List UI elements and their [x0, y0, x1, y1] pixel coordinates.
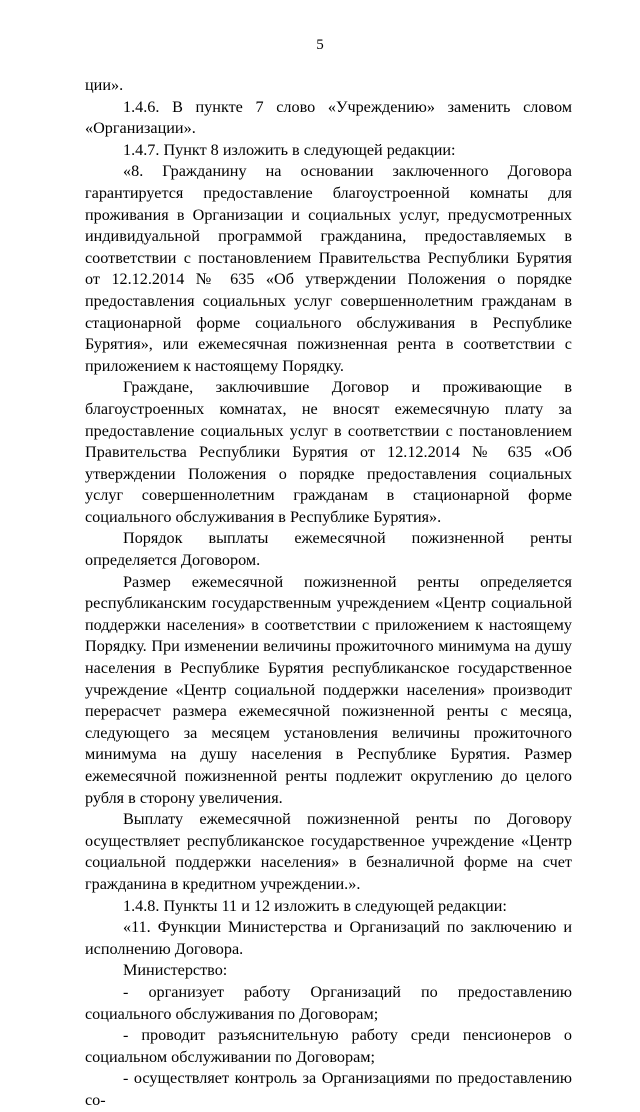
paragraph: - осуществляет контроль за Организациями по предоставлению со-	[85, 1069, 572, 1109]
paragraph: Порядок выплаты ежемесячной пожизненной ренты определяется Договором.	[85, 529, 572, 570]
paragraph: 1.4.8. Пункты 11 и 12 изложить в следующей редакции:	[123, 896, 507, 915]
paragraph: Размер ежемесячной пожизненной ренты определяется республиканским государственным учреждением «Центр социальной поддержки населения» в соответствии с приложением к настоящему Порядку. При изменении величины прожиточного минимума на душу населения в Республике Бурятия республиканское государственное учреждение «Центр социальной поддержки населения» производит перерасчет размера ежемесячной пожизненной ренты с месяца, следующего за месяцем установления величины прожиточного минимума на душу населения в Республике Бурятия. Размер ежемесячной пожизненной ренты подлежит округлению до целого рубля в сторону увеличения.	[85, 572, 572, 807]
paragraph: - организует работу Организаций по предоставлению социального обслуживания по Договорам;	[85, 982, 572, 1023]
paragraph: - проводит разъяснительную работу среди пенсионеров о социальном обслуживании по Договорам;	[85, 1026, 572, 1066]
paragraph: Граждане, заключившие Договор и проживающие в благоустроенных комнатах, не вносят ежемесячную плату за предоставление социальных услуг в соответствии с постановлением Правительства Республики Бурятия от 12.12.2014 № 635 «Об утверждении Положения о порядке предоставления социальных услуг совершеннолетним гражданам в стационарной форме социального обслуживания в Республике Бурятия».	[85, 378, 572, 526]
paragraph: Выплату ежемесячной пожизненной ренты по Договору осуществляет республиканское государственное учреждение «Центр социальной поддержки населения» в безналичной форме на счет гражданина в кредитном учреждении.».	[85, 810, 572, 893]
page-number: 5	[316, 37, 324, 53]
paragraph: 1.4.7. Пункт 8 изложить в следующей редакции:	[123, 140, 456, 159]
paragraph: «8. Гражданину на основании заключенного Договора гарантируется предоставление благоустроенной комнаты для проживания в Организации и социальных услуг, предусмотренных индивидуальной программой гражданина, предоставляемых в соответствии с постановлением Правительства Республики Бурятия от 12.12.2014 № 635 «Об утверждении Положения о порядке предоставления социальных услуг совершеннолетним гражданам в стационарной форме социального обслуживания в Республике Бурятия», или ежемесячная пожизненная рента в соответствии с приложением к настоящему Порядку.	[85, 162, 572, 375]
paragraph: «11. Функции Министерства и Организаций по заключению и исполнению Договора.	[85, 918, 572, 958]
paragraph: ции».	[85, 76, 124, 94]
paragraph: Министерство:	[123, 961, 228, 980]
paragraph: 1.4.6. В пункте 7 слово «Учреждению» заменить словом «Организации».	[85, 97, 572, 138]
document-body	[85, 75, 572, 1112]
